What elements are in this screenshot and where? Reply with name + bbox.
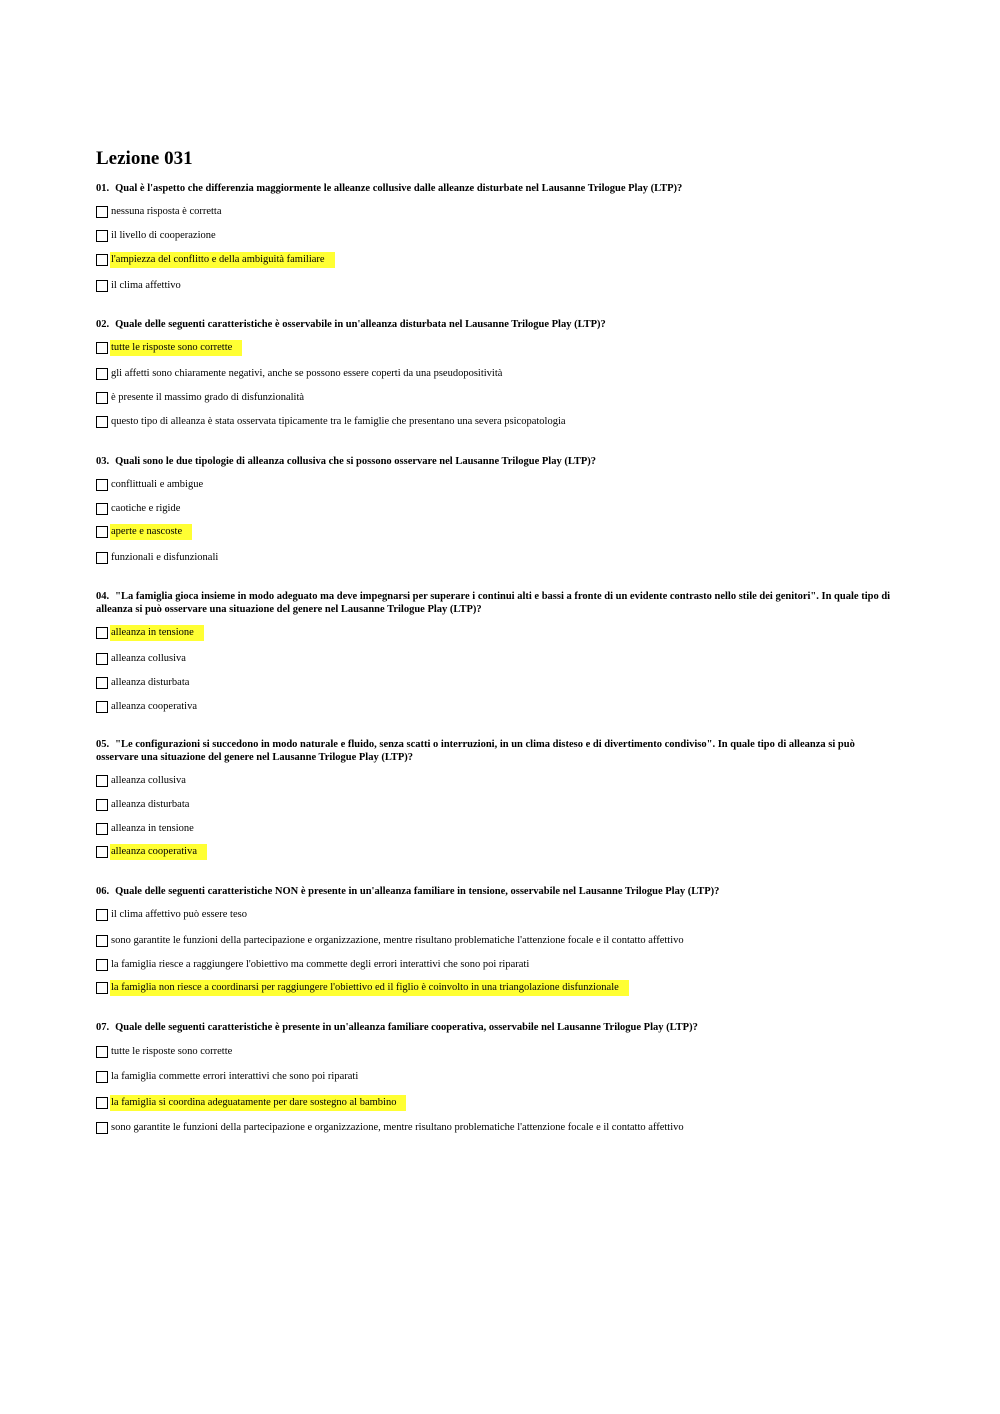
answer-text: alleanza collusiva	[111, 653, 186, 664]
checkbox-icon[interactable]	[96, 552, 108, 564]
question-text: "Le configurazioni si succedono in modo naturale e fluido, senza scatti o interruzioni, in un clima disteso e di divertimento condiviso". In quale tipo di alleanza si può osservare una situazione del genere nel Lausanne Trilogue Play (LTP)?	[96, 739, 855, 763]
checkbox-icon[interactable]	[96, 526, 108, 538]
answer-text: alleanza cooperativa	[111, 701, 197, 712]
answer-text: conflittuali e ambigue	[111, 479, 204, 490]
answer-text: il clima affettivo può essere teso	[111, 909, 247, 920]
answer-text: alleanza disturbata	[111, 677, 190, 688]
answer-option[interactable]	[96, 500, 190, 518]
answer-option[interactable]	[96, 624, 204, 642]
checkbox-icon[interactable]	[96, 1122, 108, 1134]
highlighted-answer-text: tutte le risposte sono corrette	[110, 340, 242, 356]
checkbox-icon[interactable]	[96, 392, 108, 404]
checkbox-icon[interactable]	[96, 1097, 108, 1109]
checkbox-icon[interactable]	[96, 799, 108, 811]
answer-text: è presente il massimo grado di disfunzionalità	[111, 392, 305, 403]
checkbox-icon[interactable]	[96, 627, 108, 639]
checkbox-icon[interactable]	[96, 1071, 108, 1083]
checkbox-icon[interactable]	[96, 935, 108, 947]
answer-option[interactable]	[96, 906, 257, 924]
question-number: 04.	[96, 591, 110, 602]
checkbox-icon[interactable]	[96, 775, 108, 787]
checkbox-icon[interactable]	[96, 653, 108, 665]
checkbox-icon[interactable]	[96, 503, 108, 515]
answer-text: il clima affettivo	[111, 280, 181, 291]
question-number: 02.	[96, 319, 110, 330]
answer-text: gli affetti sono chiaramente negativi, anche se possono essere coperti da una pseudopositività	[111, 368, 503, 379]
checkbox-icon[interactable]	[96, 677, 108, 689]
checkbox-icon[interactable]	[96, 206, 108, 218]
checkbox-icon[interactable]	[96, 230, 108, 242]
answer-option[interactable]	[96, 1068, 368, 1086]
answer-option[interactable]	[96, 674, 199, 692]
answer-option[interactable]	[96, 203, 232, 221]
checkbox-icon[interactable]	[96, 479, 108, 491]
answer-option[interactable]	[96, 843, 207, 861]
checkbox-icon[interactable]	[96, 1046, 108, 1058]
answer-option[interactable]	[96, 820, 204, 838]
question-text: Quale delle seguenti caratteristiche è presente in un'alleanza familiare cooperativa, osservabile nel Lausanne Trilogue Play (LTP)?	[115, 1022, 698, 1033]
answer-option[interactable]	[96, 956, 539, 974]
checkbox-icon[interactable]	[96, 982, 108, 994]
question-3	[96, 455, 896, 468]
checkbox-icon[interactable]	[96, 846, 108, 858]
lesson-title: Lezione 031	[96, 148, 193, 169]
answer-option[interactable]	[96, 339, 242, 357]
question-text: Quale delle seguenti caratteristiche NON è presente in un'alleanza familiare in tensione, osservabile nel Lausanne Trilogue Play (LTP)?	[115, 886, 720, 897]
checkbox-icon[interactable]	[96, 254, 108, 266]
checkbox-icon[interactable]	[96, 909, 108, 921]
question-2	[96, 318, 896, 331]
answer-option[interactable]	[96, 476, 213, 494]
highlighted-answer-text: aperte e nascoste	[110, 524, 192, 540]
answer-text: questo tipo di alleanza è stata osservata tipicamente tra le famiglie che presentano una severa psicopatologia	[111, 416, 566, 427]
answer-text: alleanza in tensione	[111, 823, 194, 834]
answer-option[interactable]	[96, 1119, 694, 1137]
answer-text: il livello di cooperazione	[111, 230, 216, 241]
answer-option[interactable]	[96, 796, 199, 814]
answer-text: funzionali e disfunzionali	[111, 552, 219, 563]
answer-text: nessuna risposta è corretta	[111, 206, 222, 217]
question-number: 05.	[96, 739, 110, 750]
answer-text: caotiche e rigide	[111, 503, 181, 514]
question-text: Qual è l'aspetto che differenzia maggiormente le alleanze collusive dalle alleanze disturbate nel Lausanne Trilogue Play (LTP)?	[115, 183, 683, 194]
answer-text: sono garantite le funzioni della partecipazione e organizzazione, mentre risultano problematiche l'attenzione focale e il contatto affettivo	[111, 1122, 684, 1133]
question-number: 07.	[96, 1022, 110, 1033]
highlighted-answer-text: alleanza cooperativa	[110, 844, 207, 860]
answer-option[interactable]	[96, 227, 226, 245]
answer-text: la famiglia commette errori interattivi che sono poi riparati	[111, 1071, 359, 1082]
question-4	[96, 590, 896, 616]
answer-option[interactable]	[96, 932, 694, 950]
question-7	[96, 1021, 896, 1034]
checkbox-icon[interactable]	[96, 701, 108, 713]
question-text: "La famiglia gioca insieme in modo adeguato ma deve impegnarsi per superare i continui alti e bassi a fronte di un evidente contrasto nello stile dei genitori". In quale tipo di alleanza si può osservare una situazione del genere nel Lausanne Trilogue Play (LTP)?	[96, 591, 891, 615]
answer-option[interactable]	[96, 365, 512, 383]
highlighted-answer-text: alleanza in tensione	[110, 625, 204, 641]
answer-option[interactable]	[96, 979, 629, 997]
question-6	[96, 885, 896, 898]
highlighted-answer-text: la famiglia si coordina adeguatamente per dare sostegno al bambino	[110, 1095, 406, 1111]
checkbox-icon[interactable]	[96, 959, 108, 971]
answer-option[interactable]	[96, 1043, 242, 1061]
checkbox-icon[interactable]	[96, 342, 108, 354]
checkbox-icon[interactable]	[96, 280, 108, 292]
checkbox-icon[interactable]	[96, 823, 108, 835]
answer-option[interactable]	[96, 772, 196, 790]
highlighted-answer-text: la famiglia non riesce a coordinarsi per raggiungere l'obiettivo ed il figlio è coinvolto in una triangolazione disfunzionale	[110, 980, 629, 996]
highlighted-answer-text: l'ampiezza del conflitto e della ambiguità familiare	[110, 252, 335, 268]
question-number: 01.	[96, 183, 110, 194]
answer-option[interactable]	[96, 549, 228, 567]
checkbox-icon[interactable]	[96, 368, 108, 380]
answer-text: la famiglia riesce a raggiungere l'obiettivo ma commette degli errori interattivi che sono poi riparati	[111, 959, 530, 970]
answer-text: alleanza disturbata	[111, 799, 190, 810]
answer-text: sono garantite le funzioni della partecipazione e organizzazione, mentre risultano problematiche l'attenzione focale e il contatto affettivo	[111, 935, 684, 946]
answer-text: alleanza collusiva	[111, 775, 186, 786]
question-1	[96, 182, 896, 195]
answer-option[interactable]	[96, 523, 192, 541]
question-number: 03.	[96, 456, 110, 467]
checkbox-icon[interactable]	[96, 416, 108, 428]
question-text: Quale delle seguenti caratteristiche è osservabile in un'alleanza disturbata nel Lausanne Trilogue Play (LTP)?	[115, 319, 606, 330]
question-5	[96, 738, 896, 764]
answer-option[interactable]	[96, 650, 196, 668]
question-text: Quali sono le due tipologie di alleanza collusiva che si possono osservare nel Lausanne Trilogue Play (LTP)?	[115, 456, 597, 467]
answer-option[interactable]	[96, 277, 191, 295]
question-number: 06.	[96, 886, 110, 897]
answer-option[interactable]	[96, 251, 335, 269]
answer-text: tutte le risposte sono corrette	[111, 1046, 233, 1057]
answer-option[interactable]	[96, 1094, 406, 1112]
answer-option[interactable]	[96, 389, 314, 407]
answer-option[interactable]	[96, 413, 576, 431]
answer-option[interactable]	[96, 698, 207, 716]
